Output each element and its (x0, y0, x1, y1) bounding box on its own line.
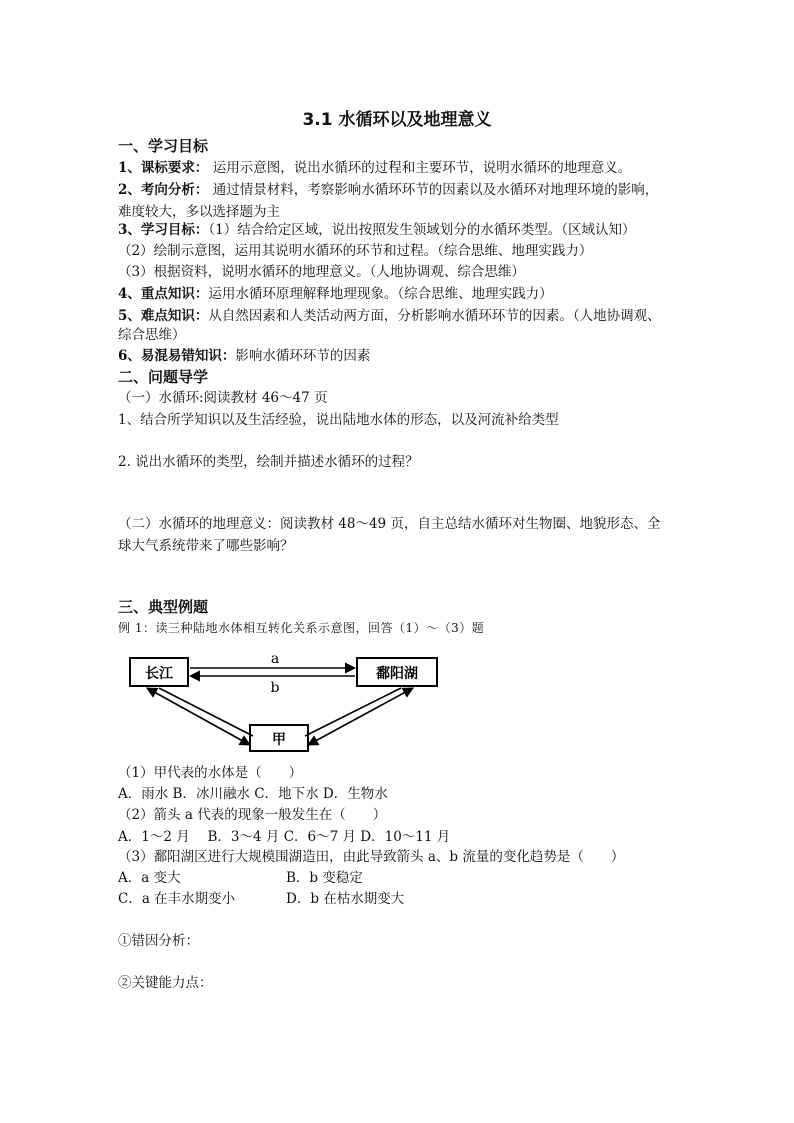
option-a: A．a 变大 (118, 870, 181, 886)
arrow-changjiang-jia-inner (159, 688, 253, 736)
question-3: （3）鄱阳湖区进行大规模围湖造田，由此导致箭头 a、b 流量的变化趋势是（ ） (118, 849, 625, 865)
option-b: B．b 变稳定 (286, 870, 363, 886)
arrow-changjiang-jia (147, 688, 250, 745)
section-heading-examples: 三、典型例题 (118, 598, 209, 616)
objective-label: 5、难点知识： (118, 308, 209, 324)
key-ability: ②关键能力点： (118, 975, 213, 991)
objective-text: 通过情景材料，考察影响水循环环节的因素以及水循环对地理环境的影响， (208, 182, 659, 198)
question-2: （2）箭头 a 代表的现象一般发生在（ ） (118, 807, 387, 823)
objective-line-1 (118, 158, 690, 179)
guide-part-2-cont: 球大气系统带来了哪些影响？ (118, 538, 294, 554)
objective-line-3-3: （3）根据资料，说明水循环的地理意义。（人地协调观、综合思维） (118, 264, 525, 280)
objective-line-4 (118, 284, 690, 305)
objective-text: 运用示意图，说出水循环的过程和主要环节，说明水循环的地理意义。 (208, 160, 632, 176)
objective-text: 从自然因素和人类活动两方面，分析影响水循环环节的因素。（人地协调观、 (208, 308, 661, 324)
question-3-options-row1 (118, 868, 690, 889)
objective-label: 2、考向分析： (118, 182, 209, 198)
objective-text: 运用水循环原理解释地理现象。（综合思维、地理实践力） (208, 286, 553, 302)
label-jia: 甲 (272, 732, 286, 748)
arrow-a-label: a (270, 651, 280, 667)
question-1: （1）甲代表的水体是（ ） (118, 765, 303, 781)
guide-part-2: （二）水循环的地理意义：阅读教材 48～49 页，自主总结水循环对生物圈、地貌形态、全 (118, 516, 661, 532)
question-1-options: A．雨水 B．冰川融水 C．地下水 D．生物水 (118, 786, 388, 802)
arrow-b-label: b (270, 680, 280, 696)
objective-line-6 (118, 346, 690, 367)
objective-label: 6、易混易错知识： (118, 348, 236, 364)
objective-label: 4、重点知识： (118, 286, 209, 302)
guide-part-1: （一）水循环:阅读教材 46～47 页 (118, 390, 328, 406)
arrow-lake-jia-inner (305, 688, 401, 736)
objective-line-3 (118, 220, 690, 241)
example-intro: 例 1：读三种陆地水体相互转化关系示意图，回答（1）～（3）题 (118, 621, 485, 635)
guide-question-2: 2. 说出水循环的类型，绘制并描述水循环的过程？ (118, 454, 419, 470)
objective-label: 3、学习目标： (118, 222, 209, 238)
page-title: 3.1 水循环以及地理意义 (302, 110, 492, 130)
question-2-options: A．1～2 月 B．3～4 月 C．6～7 月 D．10～11 月 (118, 829, 451, 845)
objective-label: 1、课标要求： (118, 160, 209, 176)
label-changjiang: 长江 (145, 666, 173, 682)
option-d: D．b 在枯水期变大 (286, 891, 405, 907)
arrow-lake-jia (308, 688, 413, 745)
objective-line-2 (118, 180, 690, 201)
objective-line-2-cont: 难度较大，多以选择题为主 (118, 204, 280, 220)
label-poyang-lake: 鄱阳湖 (376, 666, 418, 682)
objective-text: 影响水循环环节的因素 (235, 348, 371, 364)
error-analysis: ①错因分析： (118, 933, 199, 949)
objective-line-5 (118, 306, 690, 327)
guide-question-1: 1、结合所学知识以及生活经验，说出陆地水体的形态，以及河流补给类型 (118, 412, 559, 428)
option-c: C．a 在丰水期变小 (118, 891, 236, 907)
water-conversion-diagram (125, 648, 455, 758)
section-heading-guide: 二、问题导学 (118, 368, 209, 386)
section-heading-objectives: 一、学习目标 (118, 137, 209, 155)
objective-line-5-cont: 综合思维） (118, 327, 186, 343)
objective-line-3-2: （2）绘制示意图，运用其说明水循环的环节和过程。（综合思维、地理实践力） (118, 243, 593, 259)
objective-text: （1）结合给定区域，说出按照发生领域划分的水循环类型。（区域认知） (208, 222, 636, 238)
question-3-options-row2 (118, 889, 690, 910)
